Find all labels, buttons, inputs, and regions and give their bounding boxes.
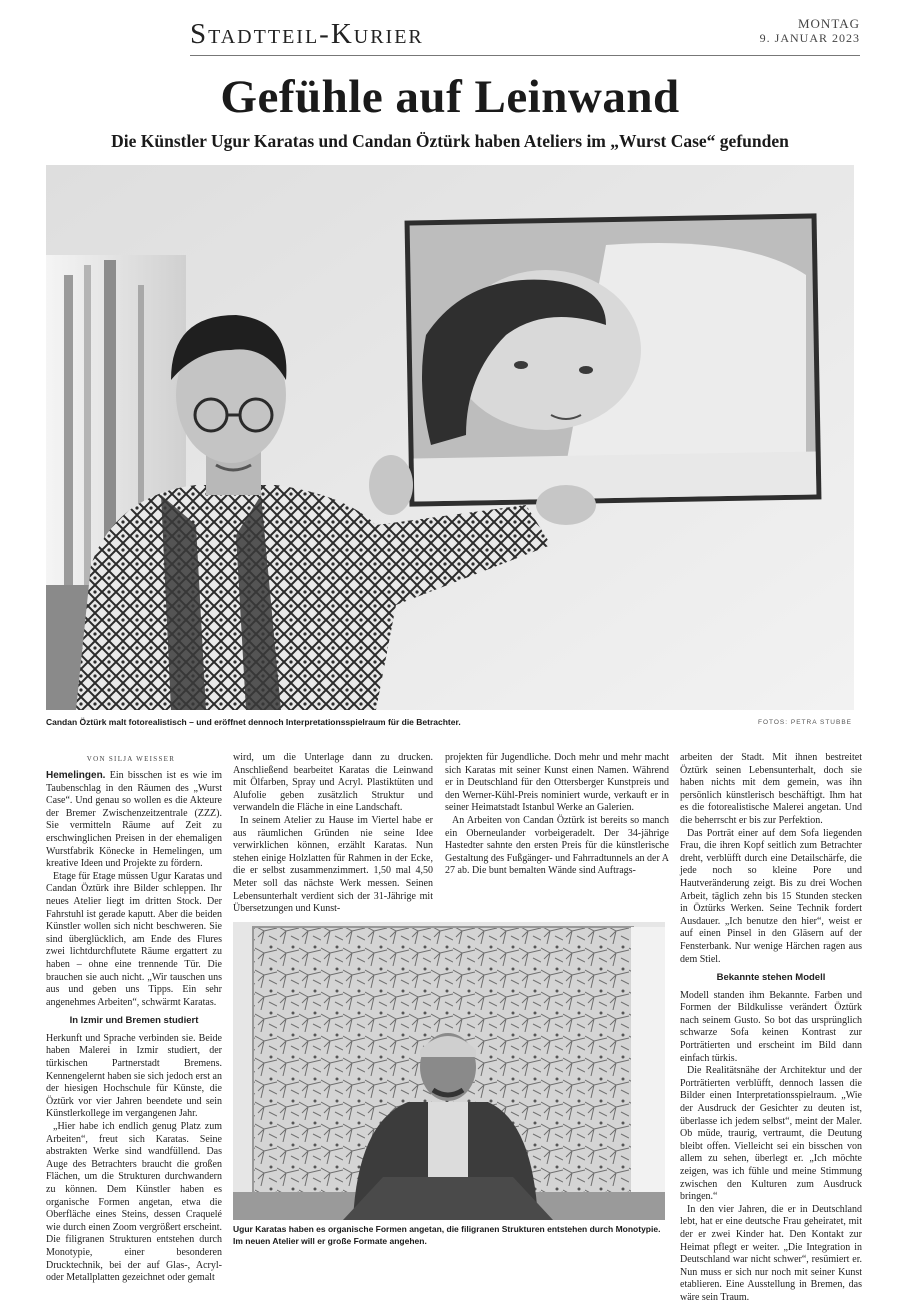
article-paragraph: Die Realitätsnähe der Architektur und der Porträtierten verblüfft, dennoch lassen die Bilder einen Interpretationsspielraum. „Wie der Ausdruck der Gesichter zu deuten ist, überlasse ich jedem selbst“, meint der Maler. Ob müde, traurig, vertraumt, die Deutung bleibt offen. Vielleicht sei ein bisschen von allem zu sehen, überlegt er. „Ich möchte zeigen, was ich fühle und meine Stimmung zwischen den Kulturen zum Ausdruck bringen.“ [680, 1065, 862, 1203]
article-column-3 [445, 752, 669, 878]
portrait-painting [405, 213, 822, 506]
article-paragraph: arbeiten der Stadt. Mit ihnen bestreitet Öztürk seinen Lebensunterhalt, doch sie haben nichts mit dem gemein, was ihn persönlich künstlerisch beschäftigt. Ihm hat es die fotorealistische Malerei angetan. Und die beherrscht er bis zur Perfektion. [680, 752, 862, 826]
subheading: Bekannte stehen Modell [716, 972, 826, 984]
masthead-date [760, 16, 860, 46]
article-paragraph: Etage für Etage müssen Ugur Karatas und Candan Öztürk ihre Bilder schleppen. Ihr neues Atelier liegt im dritten Stock. Der Fahrstuhl ist gerade kaputt. Aber die beiden Künstler wollen sich nicht beschweren. Sie sind überglücklich, am Ende des Flures zwei lichtdurchflutete Räume ergattert zu haben – ohne eine trennende Tür. Die brauchen sie auch nicht. „Wir tauschen uns aus und geben uns Tipps. Ein sehr angenehmes Arbeiten“, schwärmt Karatas. [46, 870, 222, 1008]
subheading: In Izmir und Bremen studiert [69, 1015, 199, 1027]
main-photo-caption: Candan Öztürk malt fotorealistisch – und eröffnet dennoch Interpretationsspielraum für die Betrachter. [46, 717, 461, 727]
article-paragraph: An Arbeiten von Candan Öztürk ist bereits so manch ein Oberneulander vorbeigeradelt. Der 34-jährige Hastedter sahnte den ersten Preis für die künstlerische Gestaltung des Fußgänger- und Fahrradtunnels an der A 27 ab. Die bunt bemalten Wände sind Auftrags- [445, 814, 669, 877]
second-photo [233, 922, 665, 1220]
subheadline: Die Künstler Ugur Karatas und Candan Öztürk haben Ateliers im „Wurst Case“ gefunden [111, 131, 789, 151]
issue-date: 9. JANUAR 2023 [759, 31, 860, 45]
article-column-2 [233, 752, 433, 916]
article-paragraph: In seinem Atelier zu Hause im Viertel habe er aus räumlichen Gründen nie seine Idee verwirklichen können, erzählt Karatas. Nun stehen einige Holzlatten für Rahmen in der Ecke, die er selbst zusammenzimmert. 1,50 mal 4,50 Meter soll das nächste Werk messen. Seinen Lebensunterhalt verdient sich der 31-Jährige mit Übersetzungen und Kunst- [233, 814, 433, 915]
second-photo-caption: Ugur Karatas haben es organische Formen angetan, die filigranen Strukturen entstehen durch Monotypie. Im neuen Atelier will er große Formate angehen. [233, 1224, 661, 1246]
article-paragraph: Das Porträt einer auf dem Sofa liegenden Frau, die ihren Kopf seitlich zum Betrachter dreht, verblüfft durch eine Detailschärfe, die jede noch so kleine Pore und Hautveränderung zeigt. Bis zu drei Wochen Arbeit, täglich zehn bis 15 Stunden stecken in Öztürks Werken. Seine Technik fordert Ausdauer. „Ich benutze den hier“, weist er auf einen Pinsel in den Gläsern auf der Fensterbank. Nur wenige Härchen ragen aus dem Stiel. [680, 827, 862, 965]
issue-day: MONTAG [797, 16, 860, 31]
article-paragraph: projekten für Jugendliche. Doch mehr und mehr macht sich Karatas mit seiner Kunst einen Namen. Während er in Deutschland für den Ottersberger Kunstpreis und den Werner-Kühl-Preis nominiert wurde, verkauft er in seiner Heimatstadt Istanbul Werke an Galerien. [445, 752, 669, 814]
headline: Gefühle auf Leinwand [220, 71, 680, 123]
main-photo [46, 165, 854, 710]
masthead-title: Stadtteil-Kurier [190, 18, 424, 50]
photo-credit: FOTOS: PETRA STUBBE [757, 719, 852, 726]
article-column-1 [46, 770, 222, 1285]
article-paragraph: Modell standen ihm Bekannte. Farben und Formen der Bildkulisse verändert Öztürk nach seinem Gusto. So bot das ursprünglich schwarze Sofa keinen Kontrast zur Porträtierten und erscheint im Bild dann einfach türkis. [680, 989, 862, 1064]
article-paragraph: wird, um die Unterlage dann zu drucken. Anschließend bearbeitet Karatas die Leinwand mit Ölfarben, Spray und Acryl. Plastiktüten und Alufolie geben zusätzlich Struktur und verwandeln die Fläche in eine Landschaft. [233, 752, 433, 814]
article-paragraph: Hemelingen. Ein bisschen ist es wie im Taubenschlag in den Räumen des „Wurst Case“. Und genau so wollen es die Akteure der Bremer Zwischenzeitzentrale (ZZZ). Sie vermitteln Räume auf Zeit zu erschwinglichen Preisen in der ehemaligen Wurstfabrik Könecke in Hemelingen, um kreative Ideen und Projekte zu fördern. [46, 770, 223, 870]
byline: VON SILJA WEISSER [86, 755, 176, 763]
dateline: Hemelingen. [46, 770, 106, 781]
article-paragraph: In den vier Jahren, die er in Deutschland lebt, hat er eine deutsche Frau geheiratet, mit der er zwei Kinder hat. Den Kontakt zur Heimat pflegt er weiter. „Die Integration in Deutschland war nicht schwer“, resümiert er. Nun muss er sich nur noch mit seiner Kunst etablieren. Eine Ausstellung in Bremen, das wäre sein Traum. [680, 1203, 862, 1303]
article-paragraph: Herkunft und Sprache verbinden sie. Beide haben Malerei in Izmir studiert, der türkischen Partnerstadt Bremens. Kennengelernt haben sie sich jedoch erst an der hiesigen Hochschule für Künste, die Öztürk vor vier Jahren beendete und sein Künstlerkollege im vergangenen Jahr. [46, 1032, 222, 1120]
article-column-4 [680, 752, 862, 1305]
article-paragraph: „Hier habe ich endlich genug Platz zum Arbeiten“, freut sich Karatas. Seine abstrakten Werke sind wandfüllend. Das Auge des Betrachters braucht die großen Flächen, um die Strukturen durchwandern zu können. Dem Künstler haben es organische Formen angetan, etwa die Oberfläche eines Steins, dessen Craquelé wie durch einen Zoom vergrößert erscheint. Die filigranen Strukturen entstehen durch Monotypie, einer besonderen Drucktechnik, bei der auf Glas-, Acryl- oder Metallplatten gezeichnet oder gemalt [46, 1121, 222, 1284]
masthead-divider [190, 55, 860, 56]
